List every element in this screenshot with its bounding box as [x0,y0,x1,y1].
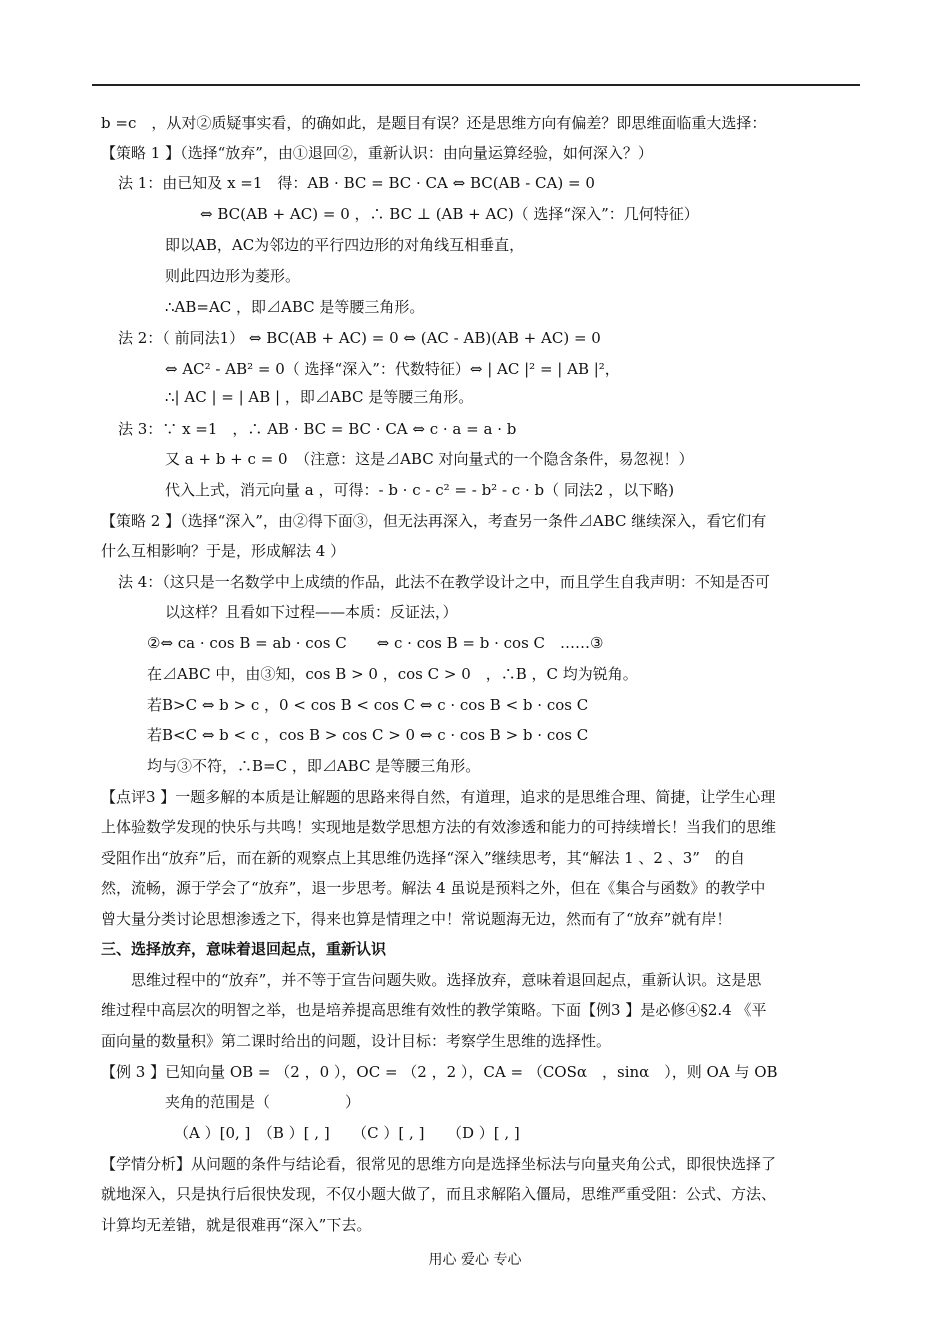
method-3-line-3: 代入上式，消元向量 a ，可得：- b · c - c² = - b² - c · b（ 同法2 ，以下略) [165,481,675,499]
analysis-line-1: 【学情分析】从问题的条件与结论看，很常见的思维方向是选择坐标法与向量夹角公式，即很快选择了 [101,1155,777,1173]
method-1-line-5: ∴AB=AC ，即⊿ABC 是等腰三角形。 [165,298,425,316]
method-4-line-6: 若B<C ⇔ b < c ，cos B > cos C > 0 ⇔ c · cos B > b · cos C [147,726,589,744]
section-3-para-line-3: 面向量的数量积》第二课时给出的问题，设计目标：考察学生思维的选择性。 [101,1032,612,1050]
method-3-line-1: 法 3：∵ x =1 ，∴ AB · BC = BC · CA ⇔ c · a = a · b [118,420,517,438]
method-4-line-3: ②⇔ ca · cos B = ab · cos C ⇔ c · cos B = b · cos C ……③ [147,634,604,652]
analysis-line-2: 就地深入，只是执行后很快发现，不仅小题大做了，而且求解陷入僵局，思维严重受阻：公式、方法、 [101,1185,777,1203]
analysis-line-3: 计算均无差错，就是很难再“深入”下去。 [101,1216,372,1234]
header-rule [92,84,860,86]
strategy-2-line-1: 【策略 2 】（选择“深入”，由②得下面③，但无法再深入，考查另一条件⊿ABC 继续深入，看它们有 [101,512,767,530]
method-4-line-5: 若B>C ⇔ b > c ，0 < cos B < cos C ⇔ c · cos B < b · cos C [147,696,589,714]
method-1-line-1: 法 1：由已知及 x =1 得：AB · BC = BC · CA ⇔ BC(AB - CA) = 0 [118,174,595,192]
example-3-line-2: 夹角的范围是（ ） [165,1093,361,1111]
comment-3-line-5: 曾大量分类讨论思想渗透之下，得来也算是情理之中！常说题海无边，然而有了“放弃”就有岸！ [101,910,732,928]
method-3-line-2: 又 a + b + c = 0 （注意：这是⊿ABC 对向量式的一个隐含条件，易忽视！） [165,450,694,468]
example-3-options: （A ）[0, ] （B ）[ , ] （C ）[ , ] （D ）[ , ] [174,1124,520,1142]
method-2-line-3: ∴| AC | = | AB | ，即⊿ABC 是等腰三角形。 [165,388,474,406]
method-4-line-2: 以这样？且看如下过程——本质：反证法，） [165,603,458,621]
method-1-line-2: ⇔ BC(AB + AC) = 0 ，∴ BC ⊥ (AB + AC)（ 选择“深入”：几何特征） [200,205,699,223]
method-2-line-1: 法 2：（ 前同法1） ⇔ BC(AB + AC) = 0 ⇔ (AC - AB)(AB + AC) = 0 [118,329,601,347]
section-3-para-line-2: 维过程中高层次的明智之举，也是培养提高思维有效性的教学策略。下面【例3 】是必修④§2.4 《平 [101,1001,767,1019]
method-4-line-1: 法 4：（这只是一名数学中上成绩的作品，此法不在教学设计之中，而且学生自我声明：不知是否可 [118,573,770,591]
method-2-line-2: ⇔ AC² - AB² = 0（ 选择“深入”：代数特征）⇔ | AC |² = | AB |²， [165,360,620,378]
section-3-para-line-1: 思维过程中的“放弃”，并不等于宣告问题失败。选择放弃，意味着退回起点，重新认识。这是思 [131,971,762,989]
example-3-line-1: 【例 3 】已知向量 OB = （2 ，0 ），OC = （2 ，2 ），CA = （COSα ，sinα ），则 OA 与 OB [101,1063,778,1081]
strategy-1: 【策略 1 】（选择“放弃”，由①退回②，重新认识：由向量运算经验，如何深入？） [101,144,653,162]
text-line: b =c ，从对②质疑事实看，的确如此，是题目有误？还是思维方向有偏差？即思维面临重大选择： [101,114,767,132]
strategy-2-line-2: 什么互相影响？于是，形成解法 4 ） [101,542,346,560]
method-4-line-7: 均与③不符，∴B=C ，即⊿ABC 是等腰三角形。 [147,757,481,775]
comment-3-line-2: 上体验数学发现的快乐与共鸣！实现地是数学思想方法的有效渗透和能力的可持续增长！当我们的思维 [101,818,777,836]
comment-3-line-4: 然，流畅，源于学会了“放弃”，退一步思考。解法 4 虽说是预料之外，但在《集合与函数》的教学中 [101,879,766,897]
method-1-line-3: 即以AB，AC为邻边的平行四边形的对角线互相垂直， [165,236,525,254]
comment-3-line-1: 【点评3 】一题多解的本质是让解题的思路来得自然，有道理，追求的是思维合理、简捷，让学生心理 [101,788,776,806]
section-3-heading: 三、选择放弃，意味着退回起点，重新认识 [101,940,387,958]
comment-3-line-3: 受阻作出“放弃”后，而在新的观察点上其思维仍选择“深入”继续思考，其“解法 1 、2 、3” 的自 [101,849,745,867]
method-1-line-4: 则此四边形为菱形。 [165,267,301,285]
page-footer: 用心 爱心 专心 [428,1252,522,1268]
method-4-line-4: 在⊿ABC 中，由③知，cos B > 0 ，cos C > 0 ，∴B ，C 均为锐角。 [147,665,638,683]
